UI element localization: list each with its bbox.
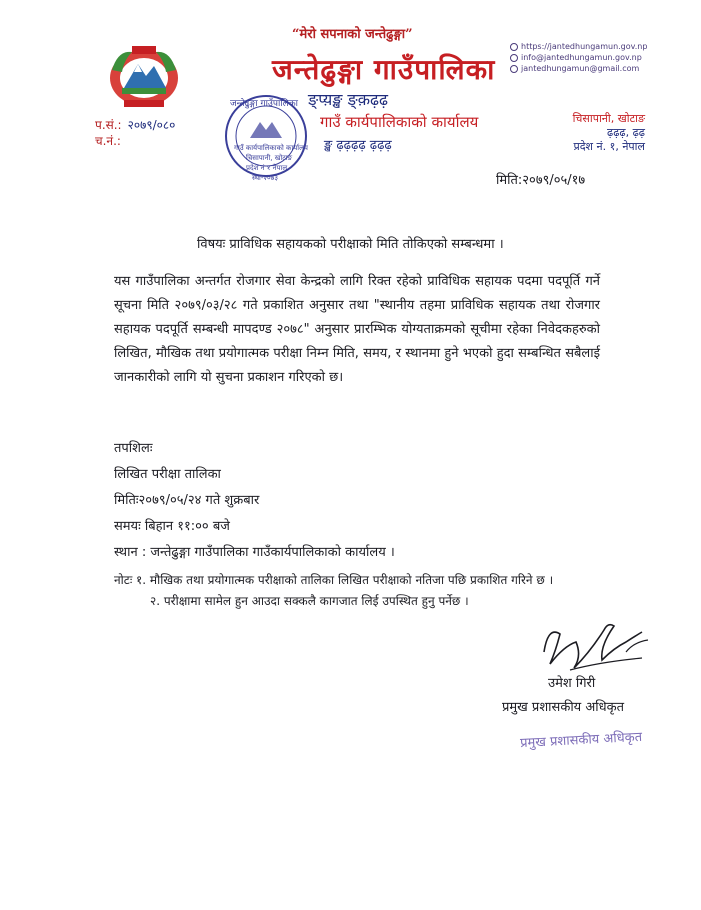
tagline: “मेरो सपनाको जन्तेढुङ्गा” [292, 27, 413, 42]
address-line-1: चिसापानी, खोटाङ [572, 112, 645, 125]
signer-designation: प्रमुख प्रशासकीय अधिकृत [502, 700, 625, 715]
stamp-text-5: स्था-२०७३ [252, 174, 278, 182]
schedule-time: समयः बिहान ११:०० बजे [114, 519, 230, 534]
note-2: २. परीक्षामा सामेल हुन आउदा सक्कलै कागजात लिई उपस्थित हुनु पर्नेछ । [150, 594, 469, 608]
address-block [573, 112, 645, 154]
org-name-alt-script: ङ्प्य़ङ्ख ङ्क़ढ़ढ़ [308, 90, 388, 109]
municipality-logo [104, 40, 184, 112]
contact-email [510, 53, 642, 62]
letter-body: यस गाउँपालिका अन्तर्गत रोजगार सेवा केन्द्रको लागि रिक्त रहेको प्राविधिक सहायक पदमा पदपूर्ति गर्ने सूचना मिति २०७९/०३/२८ गते प्रकाशित अनुसार तथा "स्थानीय तहमा प्राविधिक सहायक तथा रोजगार सहायक पदपूर्ति सम्बन्धी मापदण्ड २०७८" अनुसार प्रारम्भिक योग्यताक्रमको सूचीमा रहेका निवेदकहरुको लिखित, मौखिक तथा प्रयोगात्मक परीक्षा निम्न मिति, समय, र स्थानमा हुने भएको हुदा सम्बन्धित सबैलाई जानकारीको लागि यो सुचना प्रकाशन गरिएको छ। [114, 274, 600, 385]
stamp-text-3: चिसापानी, खोटाङ [246, 154, 293, 162]
stamp-text-1: जन्तेढुङ्गा गाउँपालिका [230, 99, 298, 109]
ref-ps-label: प.सं.: [95, 118, 122, 132]
ref-cn-label: च.नं.: [95, 134, 121, 148]
letter-subject: विषयः प्राविधिक सहायकको परीक्षाको मिति तोकिएको सम्बन्धमा । [197, 237, 504, 252]
stamp-text-4: प्रदेश नं १ नेपाल [246, 164, 288, 172]
website-text: https://jantedhungamun.gov.np [521, 42, 648, 51]
schedule-date: मितिः२०७९/०५/२४ गते शुक्रबार [114, 493, 260, 508]
org-name: जन्तेढुङ्गा गाउँपालिका [272, 53, 496, 86]
office-name-alt-script: ङ्ख ढ़ढ़ढ़ढ़ ढ़ढ़ढ़ [324, 138, 392, 153]
ref-ps-value: २०७९/०८० [127, 118, 176, 132]
contact-gmail [510, 64, 639, 73]
schedule-title: लिखित परीक्षा तालिका [114, 467, 221, 482]
ref-cn [95, 132, 127, 149]
note-1: नोटः १. मौखिक तथा प्रयोगात्मक परीक्षाको तालिका लिखित परीक्षाको नतिजा पछि प्रकाशित गरिने छ । [114, 573, 554, 587]
handwritten-signature [530, 612, 660, 682]
stamp-text-2: गाउँ कार्यपालिकाको कार्यालय [234, 144, 308, 152]
schedule-place: स्थान : जन्तेढुङ्गा गाउँपालिका गाउँकार्यपालिकाको कार्यालय । [114, 545, 395, 560]
details-heading: तपशिलः [114, 441, 153, 456]
letter-date: मिति:२०७९/०५/१७ [496, 173, 586, 188]
address-line-2: ढ़ढ़ढ़, ढ़ढ़ [607, 126, 645, 139]
ref-ps [95, 116, 175, 133]
contact-website [510, 42, 647, 51]
email-text: info@jantedhungamun.gov.np [521, 53, 642, 62]
designation-seal: प्रमुख प्रशासकीय अधिकृत [519, 729, 643, 752]
mail-icon [510, 65, 518, 73]
address-line-3: प्रदेश नं. १, नेपाल [573, 140, 645, 153]
globe-icon [510, 43, 518, 51]
email-icon [510, 54, 518, 62]
office-stamp [210, 86, 322, 198]
office-name: गाउँ कार्यपालिकाको कार्यालय [320, 113, 479, 131]
signer-name: उमेश गिरी [548, 676, 596, 691]
gmail-text: jantedhungamun@gmail.com [521, 64, 640, 73]
